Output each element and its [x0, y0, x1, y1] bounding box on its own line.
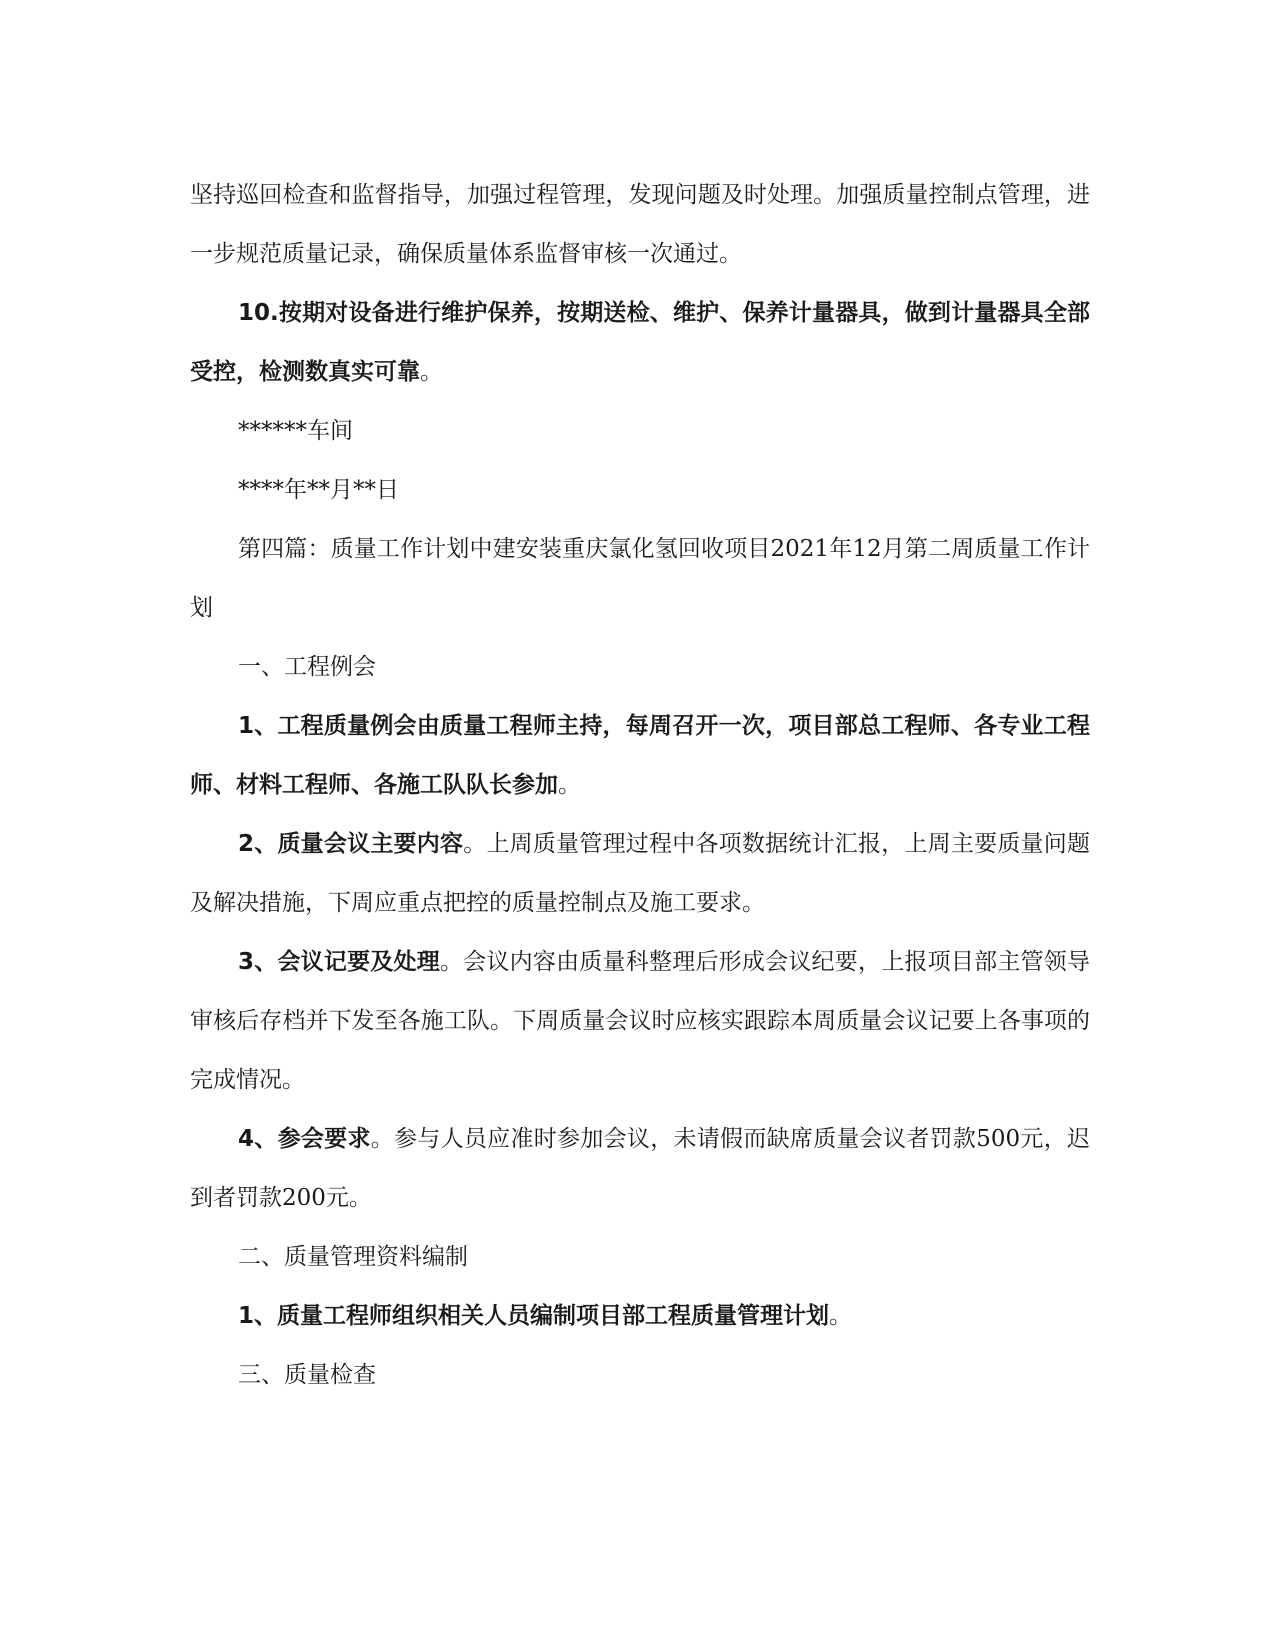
heading-quality-inspection — [190, 1346, 1090, 1405]
paragraph-text: 二、质量管理资料编制 — [238, 1244, 468, 1270]
heading-project-meeting — [190, 638, 1090, 697]
paragraph-bold-text: 2、质量会议主要内容 — [238, 831, 464, 857]
paragraph-text: 坚持巡回检查和监督指导，加强过程管理，发现问题及时处理。加强质量控制点管理，进一步规范质量记录，确保质量体系监督审核一次通过。 — [190, 182, 1090, 267]
paragraph-text: 第四篇：质量工作计划中建安装重庆氯化氢回收项目2021年12月第二周质量工作计划 — [190, 536, 1090, 621]
paragraph-meeting-1 — [190, 697, 1090, 815]
paragraph-documents-1 — [190, 1287, 1090, 1346]
paragraph-text: 。 — [420, 359, 443, 385]
paragraph-text: 三、质量检查 — [238, 1362, 376, 1388]
paragraph-text: 。会议内容由质量科整理后形成会议纪要，上报项目部主管领导审核后存档并下发至各施工队。下周质量会议时应核实跟踪本周质量会议记要上各事项的完成情况。 — [190, 949, 1090, 1093]
paragraph-continuation — [190, 166, 1090, 284]
paragraph-bold-text: 1、工程质量例会由质量工程师主持，每周召开一次，项目部总工程师、各专业工程师、材料工程师、各施工队队长参加 — [190, 713, 1090, 798]
signature-date — [190, 461, 1090, 520]
paragraph-bold-text: 10.按期对设备进行维护保养，按期送检、维护、保养计量器具，做到计量器具全部受控，检测数真实可靠 — [190, 300, 1090, 385]
paragraph-item-10 — [190, 284, 1090, 402]
paragraph-text: ******车间 — [238, 418, 353, 444]
paragraph-text: ****年**月**日 — [238, 477, 399, 503]
heading-quality-documents — [190, 1228, 1090, 1287]
paragraph-text: 。参与人员应准时参加会议，未请假而缺席质量会议者罚款500元，迟到者罚款200元。 — [190, 1126, 1090, 1211]
paragraph-meeting-2 — [190, 815, 1090, 933]
paragraph-bold-text: 3、会议记要及处理 — [238, 949, 440, 975]
paragraph-bold-text: 4、参会要求 — [238, 1126, 371, 1152]
paragraph-text: 。上周质量管理过程中各项数据统计汇报，上周主要质量问题及解决措施，下周应重点把控的质量控制点及施工要求。 — [190, 831, 1091, 916]
paragraph-text: 。 — [829, 1303, 853, 1329]
section-title-part-four — [190, 520, 1090, 638]
paragraph-meeting-3 — [190, 933, 1090, 1110]
document-body — [190, 166, 1090, 1405]
paragraph-bold-text: 1、质量工程师组织相关人员编制项目部工程质量管理计划 — [238, 1303, 830, 1329]
paragraph-text: 一、工程例会 — [238, 654, 376, 680]
paragraph-meeting-4 — [190, 1110, 1090, 1228]
signature-workshop — [190, 402, 1090, 461]
paragraph-text: 。 — [558, 772, 581, 798]
